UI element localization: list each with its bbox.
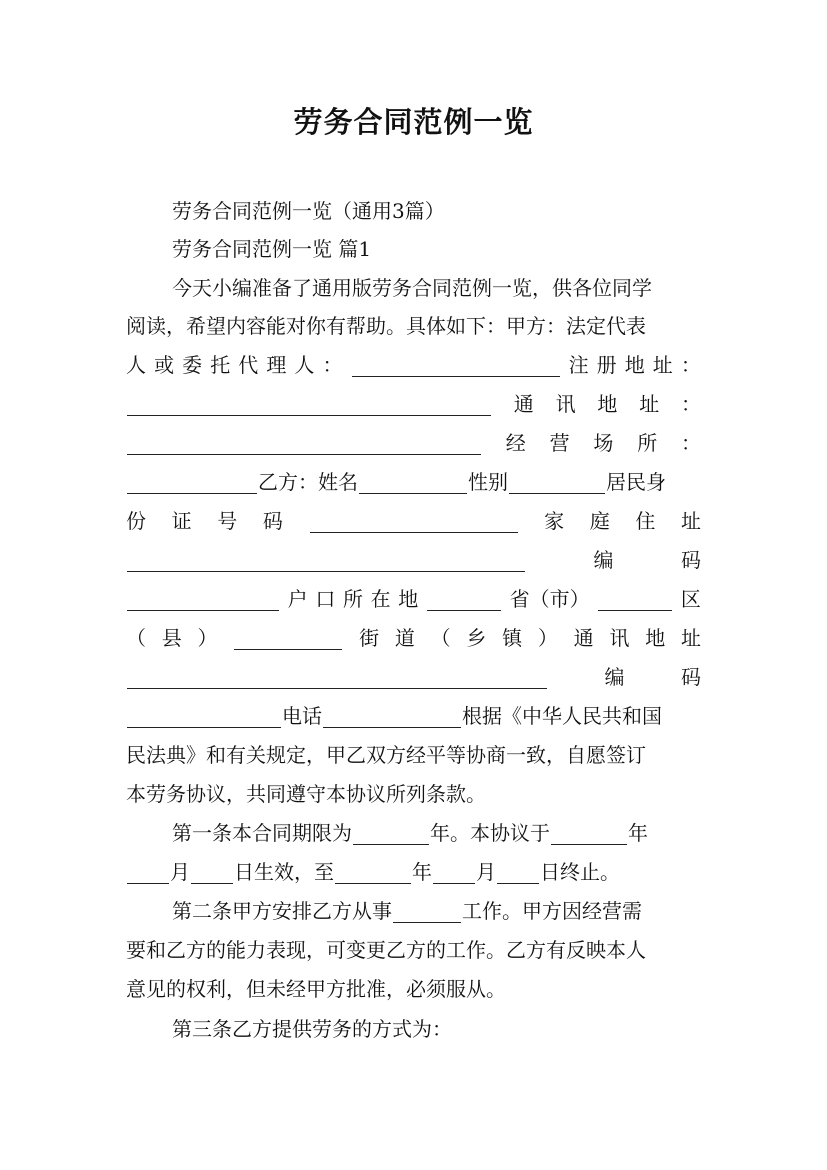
char: 通	[513, 392, 534, 416]
char: 理	[266, 353, 287, 377]
char: 讯	[555, 392, 576, 416]
party-b-mail-line	[126, 658, 701, 696]
char: 在	[370, 587, 391, 611]
name-blank[interactable]	[359, 471, 467, 494]
party-a-representative-line	[126, 346, 701, 384]
char: 托	[210, 353, 231, 377]
char: ）	[197, 626, 218, 650]
char: 册	[596, 353, 617, 377]
id-number-blank[interactable]	[310, 510, 518, 533]
char: 地	[645, 626, 666, 650]
char: 号	[217, 509, 238, 533]
start-day-blank[interactable]	[191, 861, 233, 884]
registered-address-blank[interactable]	[127, 393, 491, 416]
article-1-text-h: 日终止。	[540, 860, 620, 884]
char: （	[126, 626, 146, 650]
article-1-text-e: 日生效，至	[234, 860, 334, 884]
char: （	[430, 626, 451, 650]
gender-label: 性别	[468, 470, 508, 494]
char: 乡	[466, 626, 487, 650]
char: 通	[573, 626, 594, 650]
section-heading: 劳务合同范例一览 篇1	[172, 237, 372, 261]
id-prefix: 居民身	[606, 470, 666, 494]
phone-blank[interactable]	[323, 705, 461, 728]
char: 家	[544, 509, 565, 533]
char: 讯	[609, 626, 630, 650]
char: 委	[182, 353, 203, 377]
article-2-line-1	[126, 892, 701, 930]
intro-line-2: 阅读，希望内容能对你有帮助。具体如下：甲方：法定代表	[126, 314, 646, 338]
party-a-contact-line	[126, 385, 701, 423]
home-address-blank[interactable]	[127, 549, 525, 572]
party-b-name-line	[126, 463, 701, 501]
article-2-line-3: 意见的权利，但未经甲方批准，必须服从。	[126, 977, 506, 1001]
postcode-blank[interactable]	[127, 588, 279, 611]
district-label: 区	[680, 587, 701, 611]
char: 或	[154, 353, 175, 377]
representative-blank[interactable]	[352, 354, 560, 377]
hukou-blank[interactable]	[427, 588, 501, 611]
char: 地	[597, 392, 618, 416]
party-b-intro: 乙方：姓名	[258, 470, 358, 494]
char: 址	[652, 353, 673, 377]
char: 县	[161, 626, 182, 650]
end-day-blank[interactable]	[497, 861, 539, 884]
end-month-blank[interactable]	[433, 861, 475, 884]
mail-address-blank[interactable]	[127, 666, 547, 689]
party-b-home-line	[126, 541, 701, 579]
county-blank[interactable]	[234, 627, 342, 650]
char: 码	[681, 548, 701, 572]
char: 人	[294, 353, 315, 377]
article-3: 第三条乙方提供劳务的方式为：	[172, 1017, 452, 1041]
party-b-county-line	[126, 619, 701, 657]
province-label: 省（市）	[509, 587, 590, 611]
char: 编	[593, 548, 614, 572]
char: 址	[680, 626, 701, 650]
article-1-text-c: 年	[628, 821, 648, 845]
intro-line-1: 今天小编准备了通用版劳务合同范例一览，供各位同学	[172, 276, 652, 300]
business-place-blank[interactable]	[127, 471, 257, 494]
char: 道	[394, 626, 415, 650]
article-1-text-d: 月	[170, 860, 190, 884]
article-1-text-a: 第一条本合同期限为	[172, 821, 352, 845]
party-b-hukou-line	[126, 580, 701, 618]
party-b-phone-line	[126, 697, 701, 735]
work-blank[interactable]	[393, 900, 461, 923]
char: ）	[537, 626, 558, 650]
agreement-line-1: 民法典》和有关规定，甲乙双方经平等协商一致，自愿签订	[126, 743, 646, 767]
char: ：	[322, 353, 343, 377]
char: 码	[681, 665, 701, 689]
char: 镇	[502, 626, 523, 650]
subtitle: 劳务合同范例一览（通用3篇）	[172, 199, 445, 223]
char: ：	[680, 392, 701, 416]
char: 街	[359, 626, 380, 650]
char: 码	[262, 509, 283, 533]
char: 户	[287, 587, 308, 611]
postcode2-blank[interactable]	[127, 705, 281, 728]
char: 场	[593, 431, 614, 455]
char: 注	[568, 353, 589, 377]
article-2-line-2: 要和乙方的能力表现，可变更乙方的工作。乙方有反映本人	[126, 938, 646, 962]
char: 营	[549, 431, 570, 455]
article-2-text-a: 第二条甲方安排乙方从事	[172, 899, 392, 923]
char: 所	[342, 587, 363, 611]
char: 编	[604, 665, 625, 689]
article-2-text-b: 工作。甲方因经营需	[462, 899, 642, 923]
char: 代	[238, 353, 259, 377]
char: 地	[624, 353, 645, 377]
legal-basis: 根据《中华人民共和国	[462, 704, 662, 728]
char: 人	[126, 353, 146, 377]
char: 经	[505, 431, 526, 455]
char: 证	[171, 509, 192, 533]
char: ：	[680, 353, 701, 377]
province-blank[interactable]	[598, 588, 672, 611]
end-year-blank[interactable]	[335, 861, 411, 884]
start-year-blank[interactable]	[551, 822, 627, 845]
char: ：	[680, 431, 701, 455]
char: 住	[635, 509, 656, 533]
article-1-text-f: 年	[412, 860, 432, 884]
agreement-line-2: 本劳务协议，共同遵守本协议所列条款。	[126, 782, 486, 806]
char: 地	[398, 587, 419, 611]
document-title: 劳务合同范例一览	[293, 105, 534, 139]
article-1-line-2	[126, 853, 701, 891]
char: 份	[126, 509, 146, 533]
party-a-business-line	[126, 424, 701, 462]
party-b-id-line	[126, 502, 701, 540]
char: 址	[681, 509, 701, 533]
article-1-text-b: 年。本协议于	[430, 821, 550, 845]
char: 所	[637, 431, 658, 455]
gender-blank[interactable]	[509, 471, 605, 494]
char: 庭	[589, 509, 610, 533]
article-1-line-1	[126, 814, 701, 852]
contact-address-blank[interactable]	[127, 432, 481, 455]
start-month-blank[interactable]	[127, 861, 169, 884]
char: 址	[639, 392, 660, 416]
phone-label: 电话	[282, 704, 322, 728]
term-years-blank[interactable]	[353, 822, 429, 845]
article-1-text-g: 月	[476, 860, 496, 884]
char: 口	[315, 587, 336, 611]
